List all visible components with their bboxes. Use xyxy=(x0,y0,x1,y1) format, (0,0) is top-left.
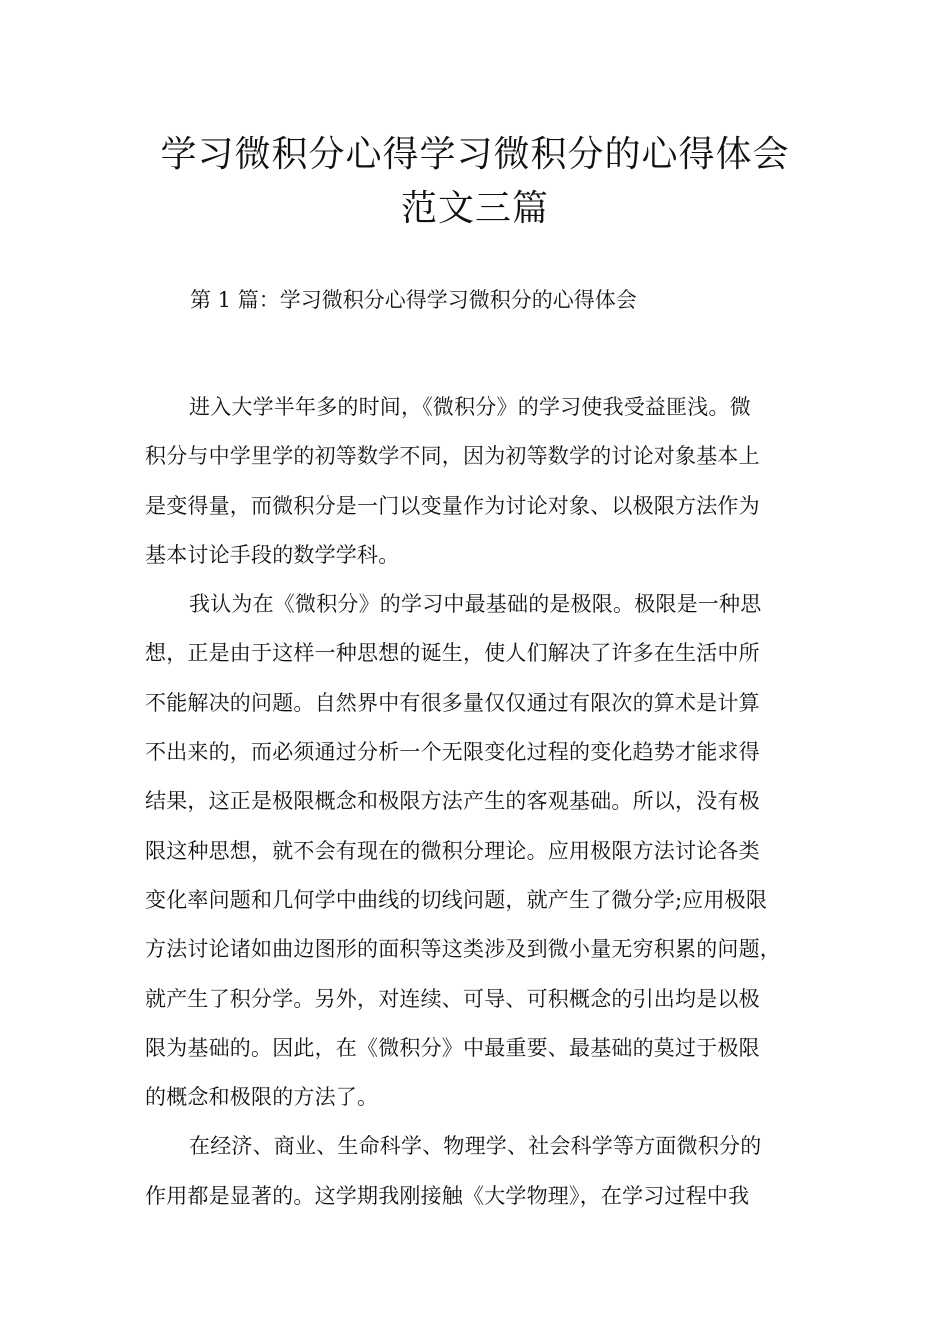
paragraph-2 xyxy=(145,580,807,1122)
paragraph-line: 就产生了积分学。另外，对连续、可导、可积概念的引出均是以极 xyxy=(145,986,760,1011)
body-text xyxy=(145,383,807,1221)
paragraph-line: 我认为在《微积分》的学习中最基础的是极限。极限是一种思 xyxy=(189,592,762,617)
paragraph-line: 进入大学半年多的时间，《微积分》的学习使我受益匪浅。微 xyxy=(189,395,751,419)
paragraph-line: 积分与中学里学的初等数学不同，因为初等数学的讨论对象基本上 xyxy=(145,444,760,469)
document-title xyxy=(100,128,850,236)
paragraph-line: 基本讨论手段的数学学科。 xyxy=(145,542,400,567)
paragraph-line: 是变得量，而微积分是一门以变量作为讨论对象、以极限方法作为 xyxy=(145,493,760,518)
paragraph-line: 结果，这正是极限概念和极限方法产生的客观基础。所以，没有极 xyxy=(145,789,760,814)
paragraph-line: 不出来的，而必须通过分析一个无限变化过程的变化趋势才能求得 xyxy=(145,740,760,765)
paragraph-line: 作用都是显著的。这学期我刚接触《大学物理》，在学习过程中我 xyxy=(145,1183,750,1208)
paragraph-line: 变化率问题和几何学中曲线的切线问题，就产生了微分学;应用极限 xyxy=(145,887,768,912)
paragraph-line: 在经济、商业、生命科学、物理学、社会科学等方面微积分的 xyxy=(189,1134,762,1159)
paragraph-line: 想，正是由于这样一种思想的诞生，使人们解决了许多在生活中所 xyxy=(145,641,760,666)
paragraph-line: 方法讨论诸如曲边图形的面积等这类涉及到微小量无穷积累的问题， xyxy=(145,937,781,962)
title-line-2: 范文三篇 xyxy=(400,188,549,229)
section-heading: 第 1 篇：学习微积分心得学习微积分的心得体会 xyxy=(190,288,637,312)
paragraph-1 xyxy=(145,383,807,580)
paragraph-line: 限这种思想，就不会有现在的微积分理论。应用极限方法讨论各类 xyxy=(145,838,760,863)
paragraph-line: 的概念和极限的方法了。 xyxy=(145,1085,379,1110)
title-line-1: 学习微积分心得学习微积分的心得体会 xyxy=(160,134,790,175)
paragraph-line: 限为基础的。因此，在《微积分》中最重要、最基础的莫过于极限 xyxy=(145,1035,760,1060)
paragraph-line: 不能解决的问题。自然界中有很多量仅仅通过有限次的算术是计算 xyxy=(145,690,760,715)
paragraph-3 xyxy=(145,1122,807,1221)
